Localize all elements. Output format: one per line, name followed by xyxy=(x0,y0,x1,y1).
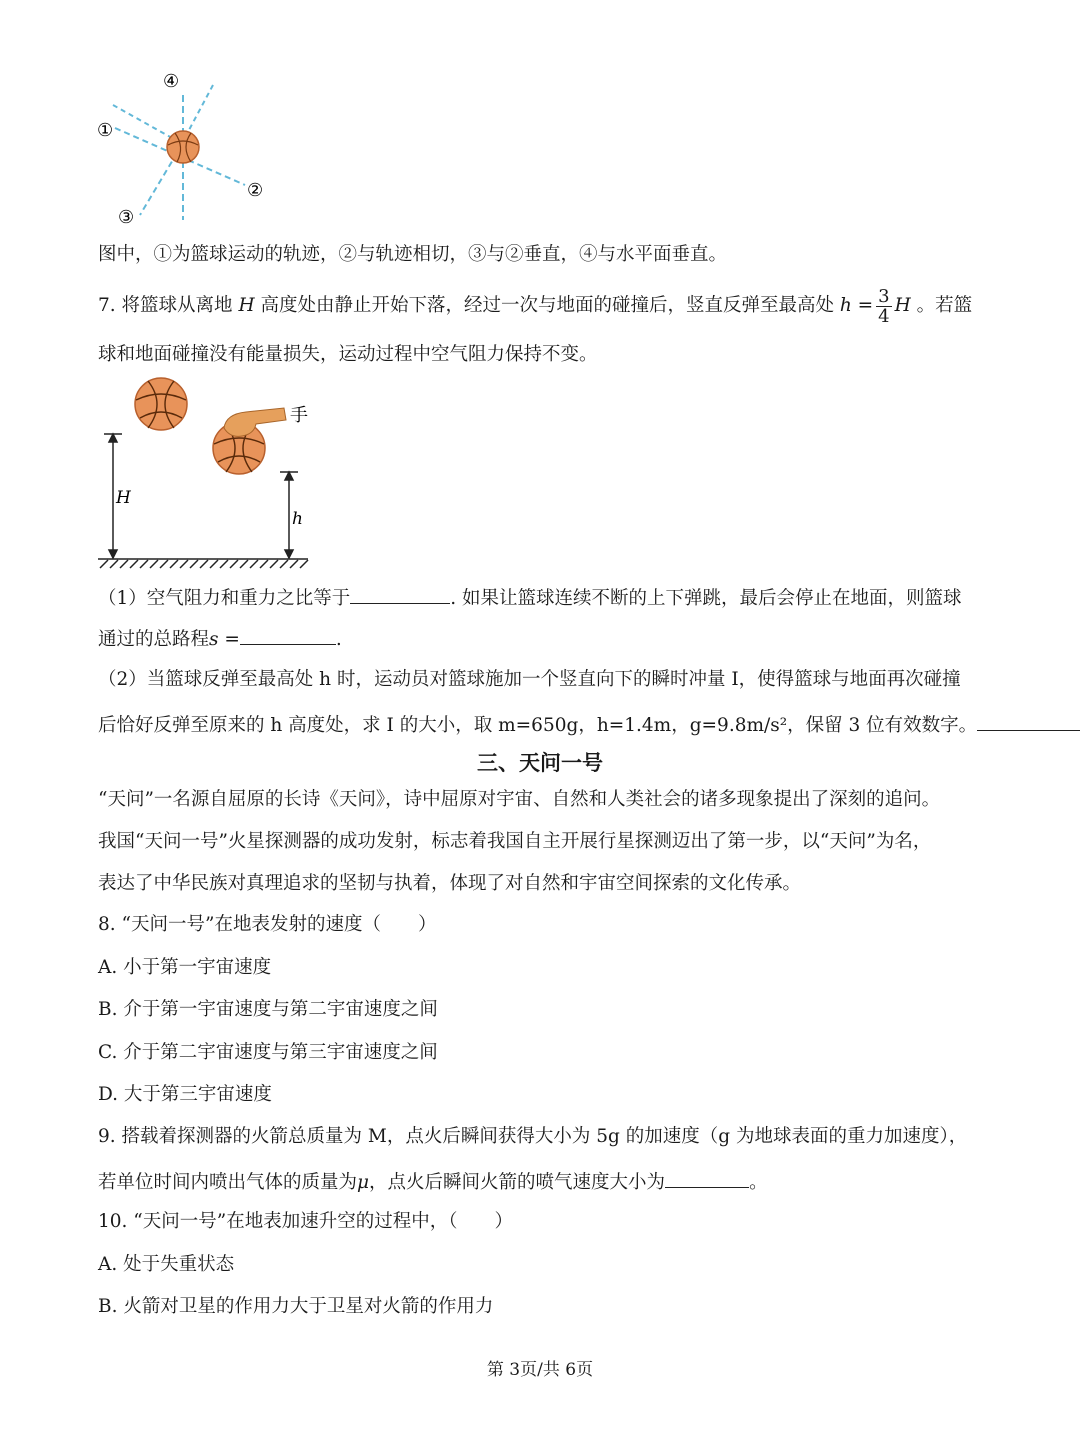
ground xyxy=(98,559,308,568)
line-3-perpendicular xyxy=(140,153,177,215)
q7-line1 xyxy=(98,284,972,328)
q9-line1: 9. 搭载着探测器的火箭总质量为 M，点火后瞬间获得大小为 5g 的加速度（g 为地球表面的重力加速度）， xyxy=(98,1126,968,1147)
q10-option-a[interactable]: A. 处于失重状态 xyxy=(98,1254,235,1275)
q9-line2 xyxy=(98,1167,768,1195)
label-1: ① xyxy=(97,120,114,141)
q10-stem: 10. “天问一号”在地表加速升空的过程中，（ ） xyxy=(98,1211,513,1232)
trajectory-figure xyxy=(95,65,285,230)
q7-fraction xyxy=(876,287,891,326)
intro-line-1: “天问”一名源自屈原的长诗《天问》，诗中屈原对宇宙、自然和人类社会的诸多现象提出了深刻的追问。 xyxy=(98,789,941,810)
q7-h-eq: h = xyxy=(839,295,874,316)
q9-var-mu: μ xyxy=(357,1172,370,1193)
q7-text-c: 。若篮 xyxy=(916,295,973,316)
q7-p1-text-a: （1）空气阻力和重力之比等于 xyxy=(98,588,351,609)
q7-text-b: 高度处由静止开始下落，经过一次与地面的碰撞后，竖直反弹至最高处 xyxy=(260,295,834,316)
q7-line2: 球和地面碰撞没有能量损失，运动过程中空气阻力保持不变。 xyxy=(98,344,598,365)
q7-part1-line2 xyxy=(98,624,342,652)
intro-line-2: 我国“天问一号”火星探测器的成功发射，标志着我国自主开展行星探测迈出了第一步，以“天问”为名， xyxy=(98,831,932,852)
H-label: H xyxy=(116,488,131,508)
hand-label: 手 xyxy=(290,405,308,426)
frac-denominator: 4 xyxy=(878,305,890,327)
q9-text-c: 。 xyxy=(749,1172,768,1193)
q8-option-c[interactable]: C. 介于第二宇宙速度与第三宇宙速度之间 xyxy=(98,1042,438,1063)
answer-blank-ratio[interactable] xyxy=(350,583,450,604)
q8-option-b[interactable]: B. 介于第一宇宙速度与第二宇宙速度之间 xyxy=(98,999,438,1020)
answer-blank-impulse[interactable] xyxy=(977,710,1080,731)
fig1-caption: 图中，①为篮球运动的轨迹，②与轨迹相切，③与②垂直，④与水平面垂直。 xyxy=(98,244,728,265)
answer-blank-velocity[interactable] xyxy=(665,1167,749,1188)
q7-part2-line2 xyxy=(98,710,1080,738)
q7-p1-text-b: . 如果让篮球连续不断的上下弹跳，最后会停止在地面，则篮球 xyxy=(450,588,962,609)
q7-var-H: H xyxy=(238,295,255,316)
label-4: ④ xyxy=(163,71,180,92)
bounce-figure xyxy=(96,376,316,571)
q7-part2-line1: （2）当篮球反弹至最高处 h 时，运动员对篮球施加一个竖直向下的瞬时冲量 I，使得篮球与地面再次碰撞 xyxy=(98,669,961,690)
q9-text-b: ，点火后瞬间火箭的喷气速度大小为 xyxy=(369,1172,666,1193)
q7-var-H2: H xyxy=(894,295,911,316)
h-label: h xyxy=(292,509,303,529)
q8-stem: 8. “天问一号”在地表发射的速度（ ） xyxy=(98,914,437,935)
q7-p1-text-d: . xyxy=(335,629,342,650)
basketball-falling xyxy=(135,378,187,430)
q7-part1-line1 xyxy=(98,583,962,611)
section-title: 三、天问一号 xyxy=(477,751,603,775)
q9-text-a: 若单位时间内喷出气体的质量为 xyxy=(98,1172,358,1193)
q7-var-s: s xyxy=(209,629,219,650)
q8-option-d[interactable]: D. 大于第三宇宙速度 xyxy=(98,1084,272,1105)
basketball-small xyxy=(167,131,199,163)
q7-text-a: 7. 将篮球从离地 xyxy=(98,295,233,316)
q8-option-a[interactable]: A. 小于第一宇宙速度 xyxy=(98,957,272,978)
frac-numerator: 3 xyxy=(878,285,890,307)
q7-eq: = xyxy=(218,629,240,650)
q7-p1-text-c: 通过的总路程 xyxy=(98,629,210,650)
label-2: ② xyxy=(247,180,264,201)
q10-option-b[interactable]: B. 火箭对卫星的作用力大于卫星对火箭的作用力 xyxy=(98,1296,494,1317)
label-3: ③ xyxy=(118,207,135,228)
intro-line-3: 表达了中华民族对真理追求的坚韧与执着，体现了对自然和宇宙空间探索的文化传承。 xyxy=(98,873,802,894)
q7-p2-text: 后恰好反弹至原来的 h 高度处，求 I 的大小，取 m=650g，h=1.4m，g=9.8m/s²，保留 3 位有效数字。 xyxy=(98,715,978,736)
page-footer: 第 3页/共 6页 xyxy=(486,1360,594,1380)
answer-blank-distance[interactable] xyxy=(240,624,336,645)
